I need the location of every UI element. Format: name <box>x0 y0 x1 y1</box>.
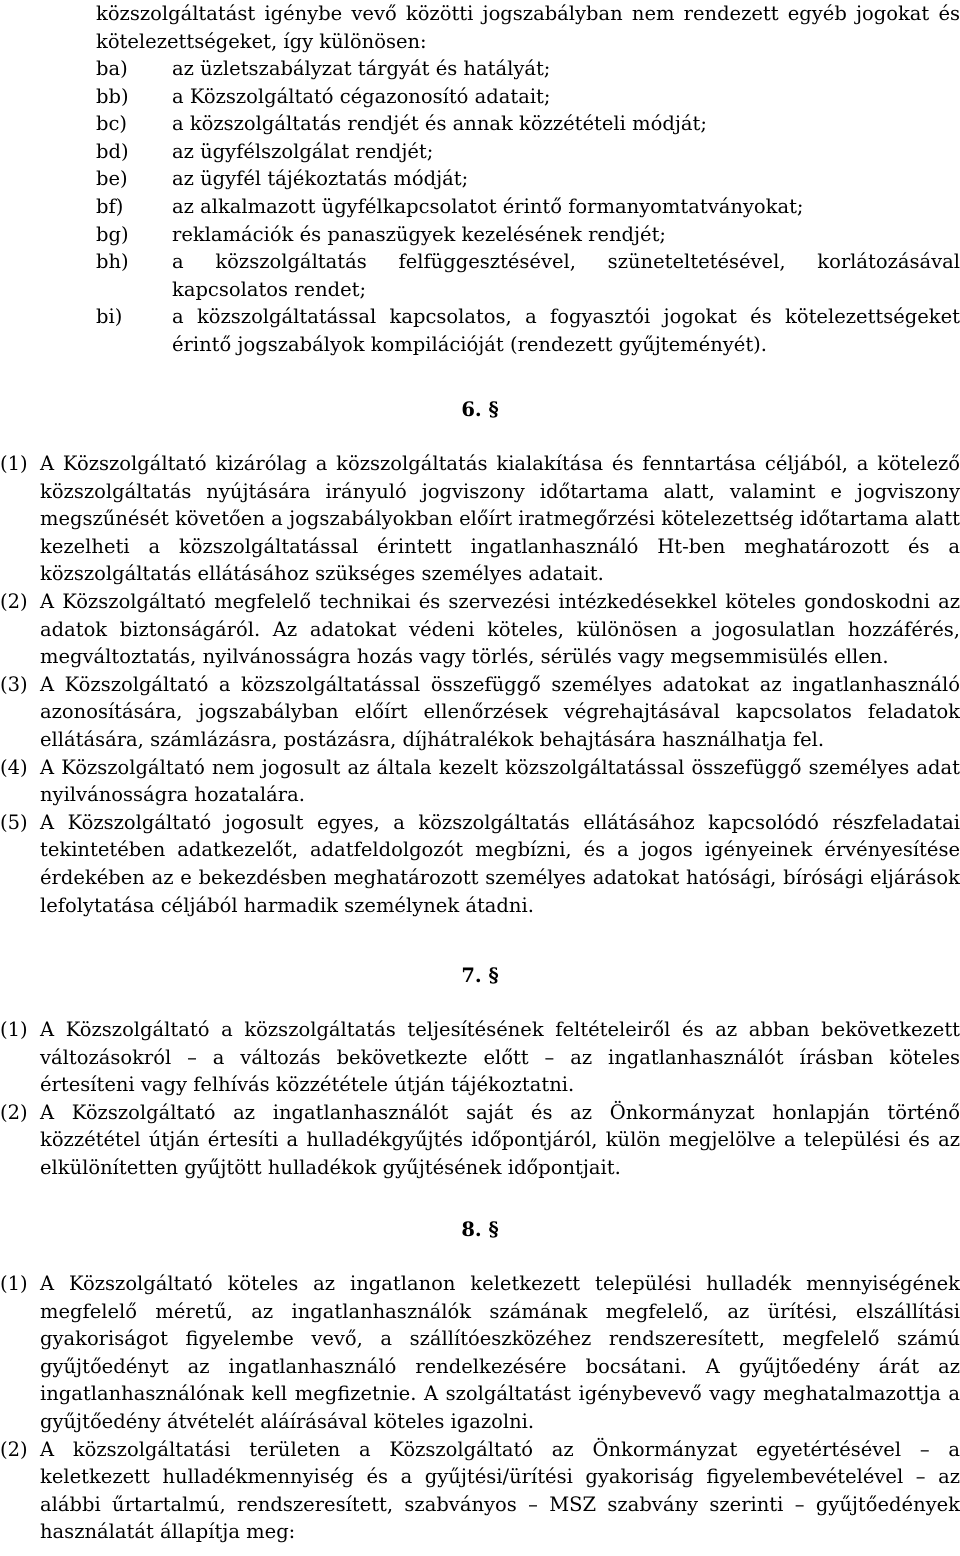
list-item-label: ba) <box>96 57 128 80</box>
paragraph-number: (2) <box>0 1100 28 1124</box>
section-heading-8: 8. § <box>461 1218 499 1241</box>
list-item-label: bf) <box>96 194 124 218</box>
paragraph <box>0 588 960 671</box>
paragraph-text: A Közszolgáltató megfelelő technikai és szervezési intézkedésekkel köteles gondoskodni az adatok biztonságáról. Az adatokat védeni köteles, különösen a jogosulatlan hozzáférés, megváltoztatás, nyilvánosságra hozás vagy törlés, sérülés vagy megsemmisülés ellen. <box>40 589 960 669</box>
list-item <box>96 165 960 193</box>
list-item-text: az üzletszabályzat tárgyát és hatályát; <box>172 57 551 80</box>
paragraph-number: (1) <box>0 1018 28 1041</box>
list-item <box>96 221 960 249</box>
paragraph-number: (3) <box>0 672 28 696</box>
paragraph <box>0 1099 960 1182</box>
list-item <box>96 55 960 83</box>
paragraph-number: (5) <box>0 810 28 834</box>
list-item-label: bc) <box>96 112 128 136</box>
list-item-text: reklamációk és panaszügyek kezelésének rendjét; <box>172 222 667 246</box>
paragraph <box>0 809 960 919</box>
paragraph-text: A közszolgáltatási területen a Közszolgáltató az Önkormányzat egyetértésével – a keletkezett hulladékmennyiség és a gyűjtési/ürítési gyakoriság figyelembevételével – az alábbi űrtartalmú, rendszeresített, szabványos – MSZ szabvány szerinti – gyűjtőedények használatát állapítja meg: <box>40 1437 960 1544</box>
list-item-label: bh) <box>96 250 129 274</box>
paragraph-number: (1) <box>0 1272 28 1295</box>
list-item-text: az alkalmazott ügyfélkapcsolatot érintő formanyomtatványokat; <box>172 194 804 218</box>
paragraph-number: (2) <box>0 589 28 613</box>
list-item-text: az ügyfél tájékoztatás módját; <box>172 167 469 191</box>
list-item <box>96 193 960 221</box>
paragraph-text: A Közszolgáltató nem jogosult az általa kezelt közszolgáltatással összefüggő személyes adat nyilvánosságra hozatalára. <box>40 755 960 807</box>
list-item-label: bi) <box>96 305 123 329</box>
list-item-text: az ügyfélszolgálat rendjét; <box>172 139 434 163</box>
paragraph-number: (4) <box>0 755 28 779</box>
list-item-text: a közszolgáltatással kapcsolatos, a fogyasztói jogokat és kötelezettségeket érintő jogszabályok kompilációját (rendezett gyűjteményét). <box>172 305 960 356</box>
list-item <box>96 138 960 166</box>
paragraph <box>0 1270 960 1436</box>
section-heading-6: 6. § <box>461 398 499 421</box>
paragraph-text: A Közszolgáltató jogosult egyes, a közszolgáltatás ellátásához kapcsolódó részfeladatai tekintetében adatkezelőt, adatfeldolgozót megbízni, és a jogos igényeinek érvényesítése érdekében az e bekezdésben meghatározott személyes adatokat hatósági, bírósági eljárások lefolytatása céljából harmadik személynek átadni. <box>40 810 960 917</box>
section-6 <box>0 450 960 919</box>
list-item-text: a közszolgáltatás rendjét és annak közzétételi módját; <box>172 112 707 136</box>
list-item-label: bd) <box>96 139 129 163</box>
list-item-label: bb) <box>96 84 129 108</box>
paragraph <box>0 671 960 754</box>
list-item <box>96 248 960 303</box>
section-7 <box>0 1016 960 1182</box>
intro-paragraph <box>96 0 960 55</box>
paragraph-text: A Közszolgáltató az ingatlanhasználót saját és az Önkormányzat honlapján történő közzététel útján értesíti a hulladékgyűjtés időpontjáról, külön megjelölve a települési és az elkülönítetten gyűjtött hulladékok gyűjtésének időpontjait. <box>40 1100 960 1179</box>
section-heading-7: 7. § <box>461 964 499 987</box>
list-item-text: a közszolgáltatás felfüggesztésével, szüneteltetésével, korlátozásával kapcsolatos rendet; <box>172 250 960 301</box>
list-item-label: be) <box>96 167 128 191</box>
paragraph-text: A Közszolgáltató a közszolgáltatással összefüggő személyes adatokat az ingatlanhasználó azonosítására, jogszabályban előírt ellenőrzések végrehajtásával kapcsolatos feladatok ellátására, számlázásra, postázásra, díjhátralékok behajtására használhatja fel. <box>40 672 960 751</box>
sub-item-list <box>96 55 960 359</box>
paragraph <box>0 754 960 809</box>
paragraph <box>0 1016 960 1099</box>
paragraph <box>0 1436 960 1546</box>
list-item-label: bg) <box>96 222 129 246</box>
paragraph-text: A Közszolgáltató köteles az ingatlanon keletkezett települési hulladék mennyiségének megfelelő méretű, az ingatlanhasználók számának megfelelő, az ürítési, elszállítási gyakoriságot figyelembe vevő, a szállítóeszközéhez rendszeresített, megfelelő számú gyűjtőedényt az ingatlanhasználó rendelkezésére bocsátani. A gyűjtőedény árát az ingatlanhasználónak kell megfizetnie. A szolgáltatást igénybevevő vagy meghatalmazottja a gyűjtőedény átvételét aláírásával köteles igazolni. <box>40 1272 960 1433</box>
list-item-text: a Közszolgáltató cégazonosító adatait; <box>172 84 551 108</box>
paragraph-text: A Közszolgáltató kizárólag a közszolgáltatás kialakítása és fenntartása céljából, a kötelező közszolgáltatás nyújtására irányuló jogviszony időtartama alatt, valamint e jogviszony megszűnését követően a jogszabályokban előírt iratmegőrzési kötelezettség időtartama alatt kezelheti a közszolgáltatással érintett ingatlanhasználó Ht-ben meghatározott és a közszolgáltatás ellátásához szükséges személyes adatait. <box>40 452 960 586</box>
list-item <box>96 110 960 138</box>
paragraph-number: (2) <box>0 1437 28 1461</box>
section-8 <box>0 1270 960 1546</box>
paragraph <box>0 450 960 588</box>
paragraph-text: A Közszolgáltató a közszolgáltatás teljesítésének feltételeiről és az abban bekövetkezett változásokról – a változás bekövetkezte előtt – az ingatlanhasználót írásban köteles értesíteni vagy felhívás közzététele útján tájékoztatni. <box>40 1018 960 1097</box>
paragraph-number: (1) <box>0 452 28 475</box>
list-item <box>96 303 960 358</box>
list-item <box>96 83 960 111</box>
intro-text: közszolgáltatást igénybe vevő közötti jogszabályban nem rendezett egyéb jogokat és kötelezettségeket, így különösen: <box>96 2 960 53</box>
